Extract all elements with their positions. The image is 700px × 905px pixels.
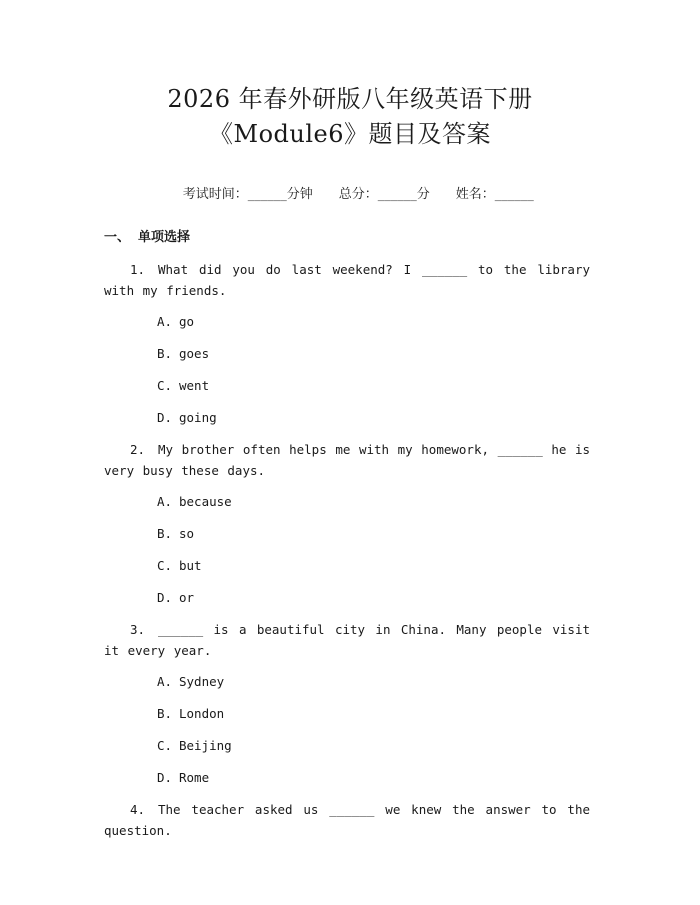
question-text: My brother often helps me with my homework, ______ he is very busy these days. xyxy=(104,442,590,478)
question-3-option-d xyxy=(157,769,209,787)
exam-name-field: 姓名：______ xyxy=(455,187,534,202)
exam-time-field: 考试时间：______分钟 xyxy=(182,187,313,202)
section-heading xyxy=(104,229,190,247)
option-text: Beijing xyxy=(179,738,232,753)
option-text: because xyxy=(179,494,232,509)
question-1-option-a xyxy=(157,313,194,331)
question-3-option-b xyxy=(157,705,224,723)
question-number: 1. xyxy=(130,262,146,277)
option-letter: B. xyxy=(157,706,173,721)
option-text: or xyxy=(179,590,195,605)
question-text: What did you do last weekend? I ______ to the library with my friends. xyxy=(104,262,590,298)
option-text: going xyxy=(179,410,217,425)
question-2 xyxy=(104,439,590,481)
option-text: Rome xyxy=(179,770,210,785)
question-number: 4. xyxy=(130,802,146,817)
option-letter: D. xyxy=(157,410,173,425)
question-1-option-d xyxy=(157,409,217,427)
option-text: go xyxy=(179,314,195,329)
option-text: but xyxy=(179,558,202,573)
question-1-option-b xyxy=(157,345,209,363)
question-text: The teacher asked us ______ we knew the answer to the question. xyxy=(104,802,590,838)
document-title-line1: 2026 年春外研版八年级英语下册 xyxy=(167,85,533,113)
option-letter: C. xyxy=(157,378,173,393)
exam-score-field: 总分：______分 xyxy=(338,187,430,202)
option-text: so xyxy=(179,526,195,541)
option-text: goes xyxy=(179,346,210,361)
question-2-option-b xyxy=(157,525,194,543)
option-letter: B. xyxy=(157,526,173,541)
option-letter: A. xyxy=(157,494,173,509)
question-2-option-d xyxy=(157,589,194,607)
question-4 xyxy=(104,799,590,841)
option-text: went xyxy=(179,378,210,393)
option-letter: B. xyxy=(157,346,173,361)
option-text: London xyxy=(179,706,225,721)
question-number: 3. xyxy=(130,622,146,637)
exam-meta-row xyxy=(0,168,700,222)
option-text: Sydney xyxy=(179,674,225,689)
option-letter: D. xyxy=(157,770,173,785)
question-text: ______ is a beautiful city in China. Many people visit it every year. xyxy=(104,622,590,658)
document-title-line2: 《Module6》题目及答案 xyxy=(209,120,491,148)
question-number: 2. xyxy=(130,442,146,457)
question-3-option-c xyxy=(157,737,232,755)
question-3 xyxy=(104,619,590,661)
question-2-option-c xyxy=(157,557,202,575)
section-number: 一、 xyxy=(104,230,131,245)
option-letter: D. xyxy=(157,590,173,605)
question-2-option-a xyxy=(157,493,232,511)
option-letter: C. xyxy=(157,558,173,573)
option-letter: A. xyxy=(157,314,173,329)
question-1 xyxy=(104,259,590,301)
question-3-option-a xyxy=(157,673,224,691)
question-1-option-c xyxy=(157,377,209,395)
section-title: 单项选择 xyxy=(138,230,191,245)
option-letter: A. xyxy=(157,674,173,689)
option-letter: C. xyxy=(157,738,173,753)
